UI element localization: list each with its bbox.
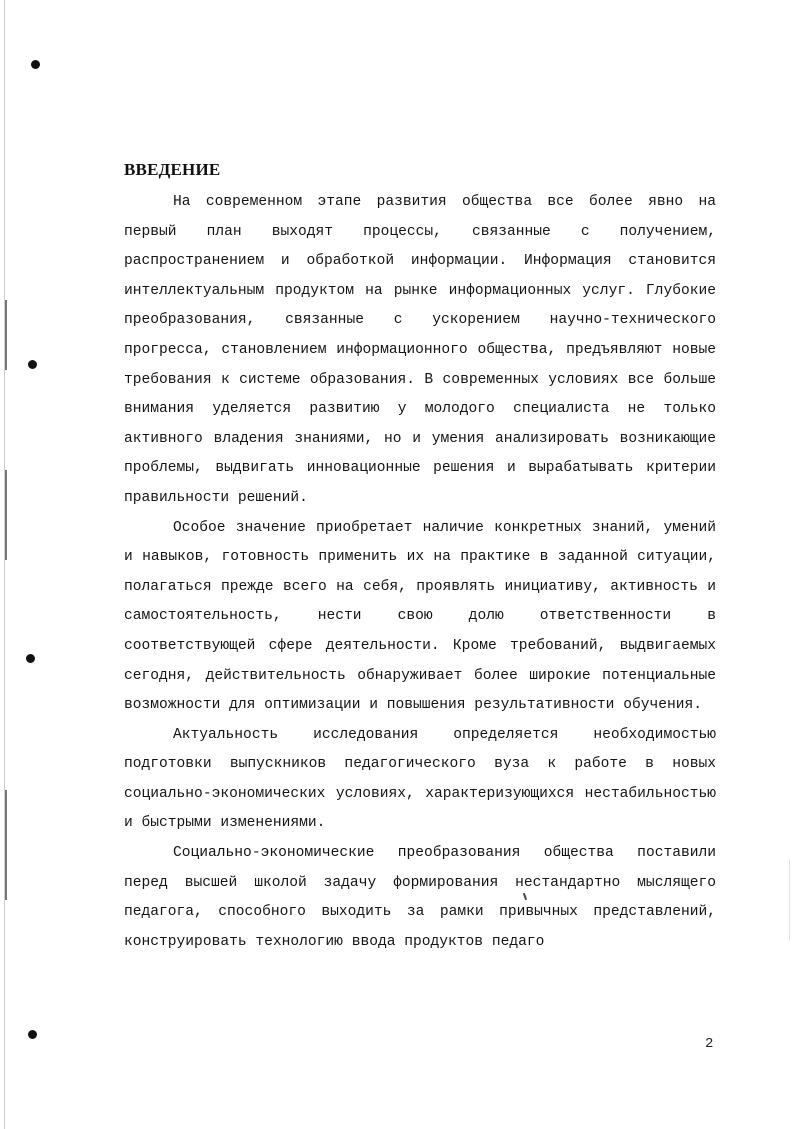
punch-hole-mark [28, 360, 37, 369]
scan-edge-mark [789, 860, 790, 940]
scan-edge-line [4, 0, 5, 1129]
scan-edge-mark [5, 790, 7, 900]
body-text [124, 188, 716, 957]
punch-hole-mark [28, 1030, 37, 1039]
punch-hole-mark [26, 654, 35, 663]
paragraph: Актуальность исследования определяется необходимостью подготовки выпускников педагогического вуза к работе в новых социально-экономических условиях, характеризующихся нестабильностью и быстрыми изменениями. [124, 726, 716, 832]
section-heading: ВВЕДЕНИЕ [124, 160, 221, 179]
scan-edge-mark [5, 300, 7, 370]
page-number: 2 [705, 1036, 714, 1052]
scan-edge-mark [5, 470, 7, 560]
paragraph: На современном этапе развития общества все более явно на первый план выходят процессы, связанные с получением, распространением и обработкой информации. Информация становится интеллектуальным продуктом на рынке информационных услуг. Глубокие преобразования, связанные с ускорением научно-технического прогресса, становлением информационного общества, предъявляют новые требования к системе образования. В современных условиях все больше внимания уделяется развитию у молодого специалиста не только активного владения знаниями, но и умения анализировать возникающие проблемы, выдвигать инновационные решения и вырабатывать критерии правильности решений. [124, 194, 716, 506]
paragraph: Социально-экономические преобразования общества поставили перед высшей школой задачу формирования нестандартно мыслящего педагога, способного выходить за рамки привычных представлений, конструировать технологию ввода продуктов педаго [124, 845, 716, 950]
punch-hole-mark [31, 60, 40, 69]
paragraph: Особое значение приобретает наличие конкретных знаний, умений и навыков, готовность применить их на практике в заданной ситуации, полагаться прежде всего на себя, проявлять инициативу, активность и самостоятельность, нести свою долю ответственности в соответствующей сфере деятельности. Кроме требований, выдвигаемых сегодня, действительность обнаруживает более широкие потенциальные возможности для оптимизации и повышения результативности обучения. [124, 519, 716, 714]
